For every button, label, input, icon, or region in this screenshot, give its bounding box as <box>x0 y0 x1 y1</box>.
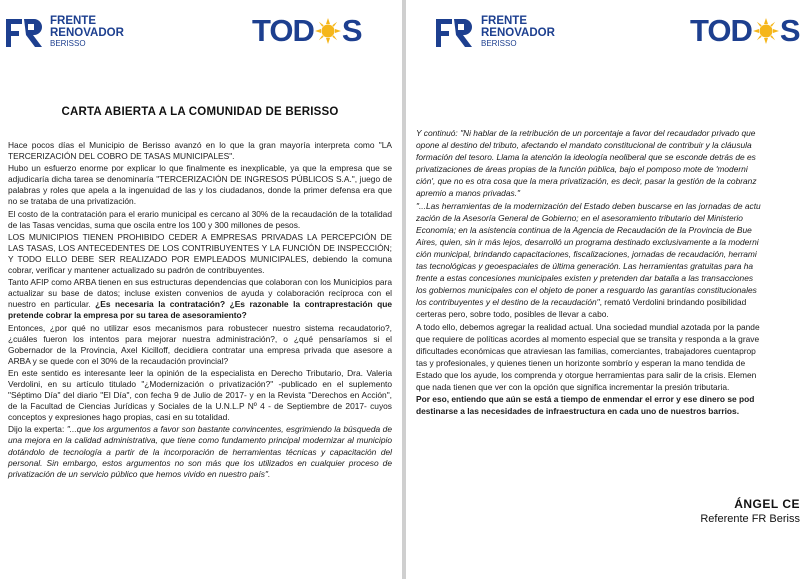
paragraph-8-text: Dijo la experta: <box>8 424 67 435</box>
text-line: frente a estas concesiones municipales existen y pretenden dar batalla a las transacciones <box>416 273 754 284</box>
paragraph-5-question: ¿Es necesaria la contratación? ¿Es razonable la contraprestación que pretende cobrar la empresa por su tarea de asesoramiento? <box>8 299 392 321</box>
todos-right: S <box>779 13 800 48</box>
text-line: "...Las herramientas de la modernización del Estado deben buscarse en las jornadas de actu <box>416 200 761 211</box>
text-line: Economía; en la asistencia continua de la Agencia de Recaudación de la Provincia de Bue <box>416 224 752 235</box>
paragraph-4: LOS MUNICIPIOS TIENEN PROHIBIDO CEDER A EMPRESAS PRIVADAS LA PERCEPCIÓN DE LAS TASAS, LOS ANTECEDENTES DE LOS CONTRIBUYENTES Y LA FUNCIÓN DE INSPECCIÓN; Y TODO ELLO DEBE SER REALIZADO POR EMPLEADOS MUNICIPALES, debiendo la comuna cobrar, verificar y mantener actualizado su padrón de contribuyentes. <box>8 231 392 276</box>
paragraph-1: Hace pocos días el Municipio de Berisso avanzó en lo que la gran mayoría interpreta como "LA TERCERIZACIÓN DEL COBRO DE TASAS MUNICIPALES". <box>8 140 392 162</box>
header <box>406 0 800 66</box>
paragraph-6: Entonces, ¿por qué no utilizar esos mecanismos para robustecer nuestro sistema recaudatorio?, ¿cuáles fueron los intentos para mejorar nuestra administración?, o ¿qué pensaríamos si el Gobernador de la Provincia, Axel Kicilloff, decidiera contratar una empresa privada que asesore a ARBA y se quede con el 30% de la recaudación provincial? <box>8 322 392 366</box>
brand-line-3: BERISSO <box>50 39 86 49</box>
todos-left: TOD <box>690 13 752 48</box>
attribution: , remató Verdolini brindando posibilidad <box>599 297 747 308</box>
todos-left: TOD <box>252 13 314 48</box>
brand-line-1: FRENTE <box>50 15 96 27</box>
brand-line-2: RENOVADOR <box>50 27 124 40</box>
letter-body-left <box>0 66 402 579</box>
paragraph-8-quote: "...que los argumentos a favor son bastante convincentes, esgrimiendo la búsqueda de una mejora en la calidad administrativa, que tiene como fundamento principal modernizar al municipio dotándolo de tecnología a partir de la incorporación de herramientas técnicas y capacitación del personal. Sin embargo, estos argumentos no son más que los utilizados en cualquier proceso de privatización de un servicio público que hemos vivido en nuestro país". <box>8 424 392 479</box>
text-line: que requiere de políticas acordes al momento especial que se transita y responda a la grave <box>416 333 760 344</box>
paragraph-3: El costo de la contratación para el erario municipal es cercano al 30% de la recaudación de la totalidad de las Tasas vencidas, suma que oscila entre los 100 y 300 millones de pesos. <box>8 208 392 230</box>
text-line <box>416 297 800 308</box>
text-line <box>416 394 800 405</box>
paragraph-2: Hubo un esfuerzo enorme por explicar lo que finalmente es inexplicable, ya que la empresa que se adjudicaría dicha tarea se denominaría "TERCERIZACIÓN DE INGRESOS PÚBLICOS S.A.", juego de palabras y roles que apela a la ingenuidad de las y los ciudadanos, donde la primer defensa era que no se trataba de una privatización. <box>8 163 392 207</box>
letter-title: CARTA ABIERTA A LA COMUNIDAD DE BERISSO <box>61 106 339 118</box>
letter-page-right <box>406 0 800 579</box>
text-line: Estado que los ayude, los comprenda y otorgue herramientas para salir de la crisis. Elemen <box>416 369 757 380</box>
header <box>0 0 402 66</box>
brand-line-1: FRENTE <box>481 15 527 27</box>
quote-end: los contribuyentes y el destino de la recaudación" <box>416 297 600 308</box>
text-line: certeras pero, sobre todo, posibles de llevar a cabo. <box>416 309 609 320</box>
text-line: que nada tienen que ver con la opción que significa incrementar la presión tributaria. <box>416 381 730 392</box>
brand-wordmark <box>481 15 555 49</box>
text-line: A todo ello, debemos agregar la realidad actual. Una sociedad mundial azotada por la pande <box>416 321 760 332</box>
sun-icon <box>315 18 341 44</box>
fr-logo-icon <box>6 17 46 49</box>
conclusion-lead: Por eso, <box>416 394 452 405</box>
text-line: dificultades económicas que atraviesan las familias, comerciantes, trabajadores cuentaprop <box>416 345 756 356</box>
paragraph-5-text: Tanto AFIP como ARBA tienen en sus estructuras dependencias que colaboran con los Municipios para actualizar su base de datos; incluse existen convenios de ayuda y colaboración recíproca con el nuestro en particular. <box>8 277 392 310</box>
paragraph-5 <box>8 277 392 321</box>
conclusion-bold: entiendo que aún se está a tiempo de enmendar el error y ese dinero se pod <box>451 394 755 405</box>
text-line: tas y profesionales, y quienes tienen un horizonte sombrío y esperan la mano tendida de <box>416 357 746 368</box>
todos-right: S <box>341 13 362 48</box>
text-line: Y continuó: "Ni hablar de la retribución de un porcentaje a favor del recaudador privado que <box>416 128 756 138</box>
text-line: privatizaciones de áreas propias de la función pública, bajo el pomposo mote de 'moderni <box>416 164 748 175</box>
text-line: tas tecnológicas y geoespaciales de última generación. Las herramientas gratuitas para ha <box>416 261 754 272</box>
todos-logo <box>690 14 800 48</box>
fr-logo-icon <box>436 17 476 49</box>
signature-role: Referente FR Beriss <box>700 513 800 525</box>
text-line: opone al destino del tributo, afectando el mandato constitucional de contribuir y la cláusula <box>416 140 752 151</box>
text-line: apremio a manos privadas." <box>416 188 520 199</box>
paragraph-7: En este sentido es interesante leer la opinión de la especialista en Derecho Tributario, Dra. Valeria Verdolini, en su artículo titulado "¿Modernización o privatización?" -publicado en el suplemento "Séptimo Día" del diario "El Día", con fecha 9 de Julio de 2017- y en la Revista "Derechos en Acción", de la Facultad de Ciencias Jurídicas y Sociales de la U.N.L.P Nº 4 - de Septiembre de 2017- cuyos conceptos y expresiones hago propias, casi en su totalidad. <box>8 367 392 423</box>
brand-wordmark <box>50 15 124 49</box>
letter-lines <box>416 128 800 417</box>
text-line: Aires, quien, sin ir más lejos, desarrolló un programa destinado exclusivamente a la moderni <box>416 236 759 247</box>
brand-line-2: RENOVADOR <box>481 27 555 40</box>
text-line: ción', que no es otra cosa que la mera privatización, es decir, pasar la gestión de la cobranz <box>416 176 757 187</box>
paragraph-8 <box>8 424 392 479</box>
text-line: ción municipal, brindando capacitaciones, fiscalizaciones, jornadas de recaudación, herrami <box>416 248 757 259</box>
signature-name: ÁNGEL CE <box>734 497 800 511</box>
text-line: formación del tesoro. Llama la atención la ideología neoliberal que se esconde detrás de es <box>416 152 756 163</box>
brand-line-3: BERISSO <box>481 39 517 49</box>
text-line: destinarse a las necesidades de infraestructura en cada uno de nuestros barrios. <box>416 406 740 417</box>
text-line: los gobiernos municipales con el objeto de poner a resguardo las garantías constitucionales <box>416 285 757 296</box>
todos-logo <box>252 14 362 48</box>
text-line: zación de la Asesoría General de Gobierno; en el asesoramiento tributario del Ministerio <box>416 212 743 223</box>
sun-icon <box>753 18 779 44</box>
